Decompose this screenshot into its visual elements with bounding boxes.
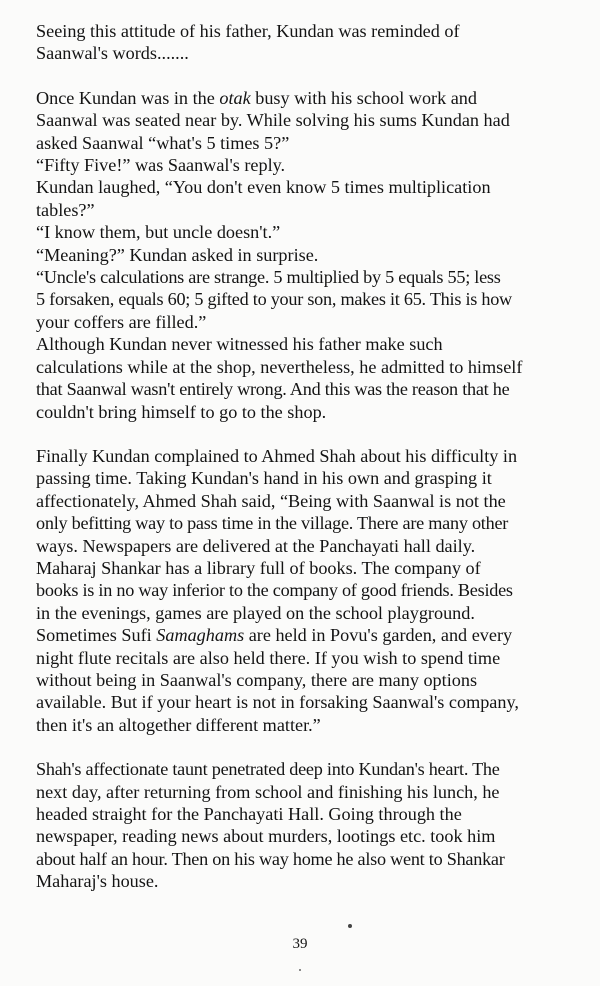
paragraph-line: affectionately, Ahmed Shah said, “Being with Saanwal is not the xyxy=(36,490,506,511)
paragraph-line: Maharaj Shankar has a library full of books. The company of xyxy=(36,557,481,578)
paragraph-4 xyxy=(36,758,562,892)
paragraph-gap xyxy=(36,65,562,87)
paragraph-line: about half an hour. Then on his way home he also went to Shankar xyxy=(36,848,505,869)
paragraph-line: passing time. Taking Kundan's hand in his own and grasping it xyxy=(36,468,492,489)
paragraph-line: Kundan laughed, “You don't even know 5 times multiplication xyxy=(36,177,491,198)
paragraph-line: Once Kundan was in the otak busy with his school work and xyxy=(36,87,477,108)
paragraph-line: “Meaning?” Kundan asked in surprise. xyxy=(36,244,319,265)
paragraph-line: newspaper, reading news about murders, lootings etc. took him xyxy=(36,826,496,847)
paragraph-line: Shah's affectionate taunt penetrated deep into Kundan's heart. The xyxy=(36,759,500,780)
ink-speck xyxy=(299,969,301,971)
paragraph-2 xyxy=(36,87,562,423)
paragraph-line: available. But if your heart is not in forsaking Saanwal's company, xyxy=(36,692,519,713)
italic-term: Samaghams xyxy=(156,625,245,646)
paragraph-line: asked Saanwal “what's 5 times 5?” xyxy=(36,132,290,153)
paragraph-1 xyxy=(36,20,562,65)
paragraph-line: Saanwal was seated near by. While solving his sums Kundan had xyxy=(36,110,510,131)
paragraph-gap xyxy=(36,736,562,758)
paragraph-line: then it's an altogether different matter.” xyxy=(36,714,321,735)
paragraph-line: Finally Kundan complained to Ahmed Shah about his difficulty in xyxy=(36,445,518,466)
paragraph-line: your coffers are filled.” xyxy=(36,311,207,332)
paragraph-line: ways. Newspapers are delivered at the Panchayati hall daily. xyxy=(36,535,476,556)
paragraph-line: couldn't bring himself to go to the shop. xyxy=(36,401,327,422)
paragraph-line: only befitting way to pass time in the village. There are many other xyxy=(36,513,509,534)
paragraph-3 xyxy=(36,445,562,736)
paragraph-line: “Fifty Five!” was Saanwal's reply. xyxy=(36,155,286,176)
paragraph-line: in the evenings, games are played on the school playground. xyxy=(36,602,475,623)
paragraph-line: without being in Saanwal's company, there are many options xyxy=(36,669,478,690)
italic-term: otak xyxy=(219,87,251,108)
paragraph-line: next day, after returning from school and finishing his lunch, he xyxy=(36,781,500,802)
paragraph-gap xyxy=(36,423,562,445)
paragraph-line: Although Kundan never witnessed his father make such xyxy=(36,334,443,355)
paragraph-line: headed straight for the Panchayati Hall. Going through the xyxy=(36,804,462,824)
paragraph-line: 5 forsaken, equals 60; 5 gifted to your son, makes it 65. This is how xyxy=(36,289,512,310)
paragraph-line: calculations while at the shop, nevertheless, he admitted to himself xyxy=(36,356,523,377)
paragraph-line: books is in no way inferior to the company of good friends. Besides xyxy=(36,580,513,601)
paragraph-line: “Uncle's calculations are strange. 5 multiplied by 5 equals 55; less xyxy=(36,267,501,288)
paragraph-line: tables?” xyxy=(36,199,95,220)
paragraph-line: Maharaj's house. xyxy=(36,871,159,892)
paragraph-line: that Saanwal wasn't entirely wrong. And this was the reason that he xyxy=(36,379,510,400)
paragraph-line: Sometimes Sufi Samaghams are held in Povu's garden, and every xyxy=(36,625,513,646)
paragraph-line: Saanwal's words....... xyxy=(36,43,189,64)
paragraph-line: night flute recitals are also held there. If you wish to spend time xyxy=(36,647,501,668)
page-body xyxy=(36,20,562,893)
paragraph-line: “I know them, but uncle doesn't.” xyxy=(36,222,281,243)
paragraph-line: Seeing this attitude of his father, Kundan was reminded of xyxy=(36,21,460,41)
page-number: 39 xyxy=(292,936,308,952)
ink-speck xyxy=(348,924,352,928)
